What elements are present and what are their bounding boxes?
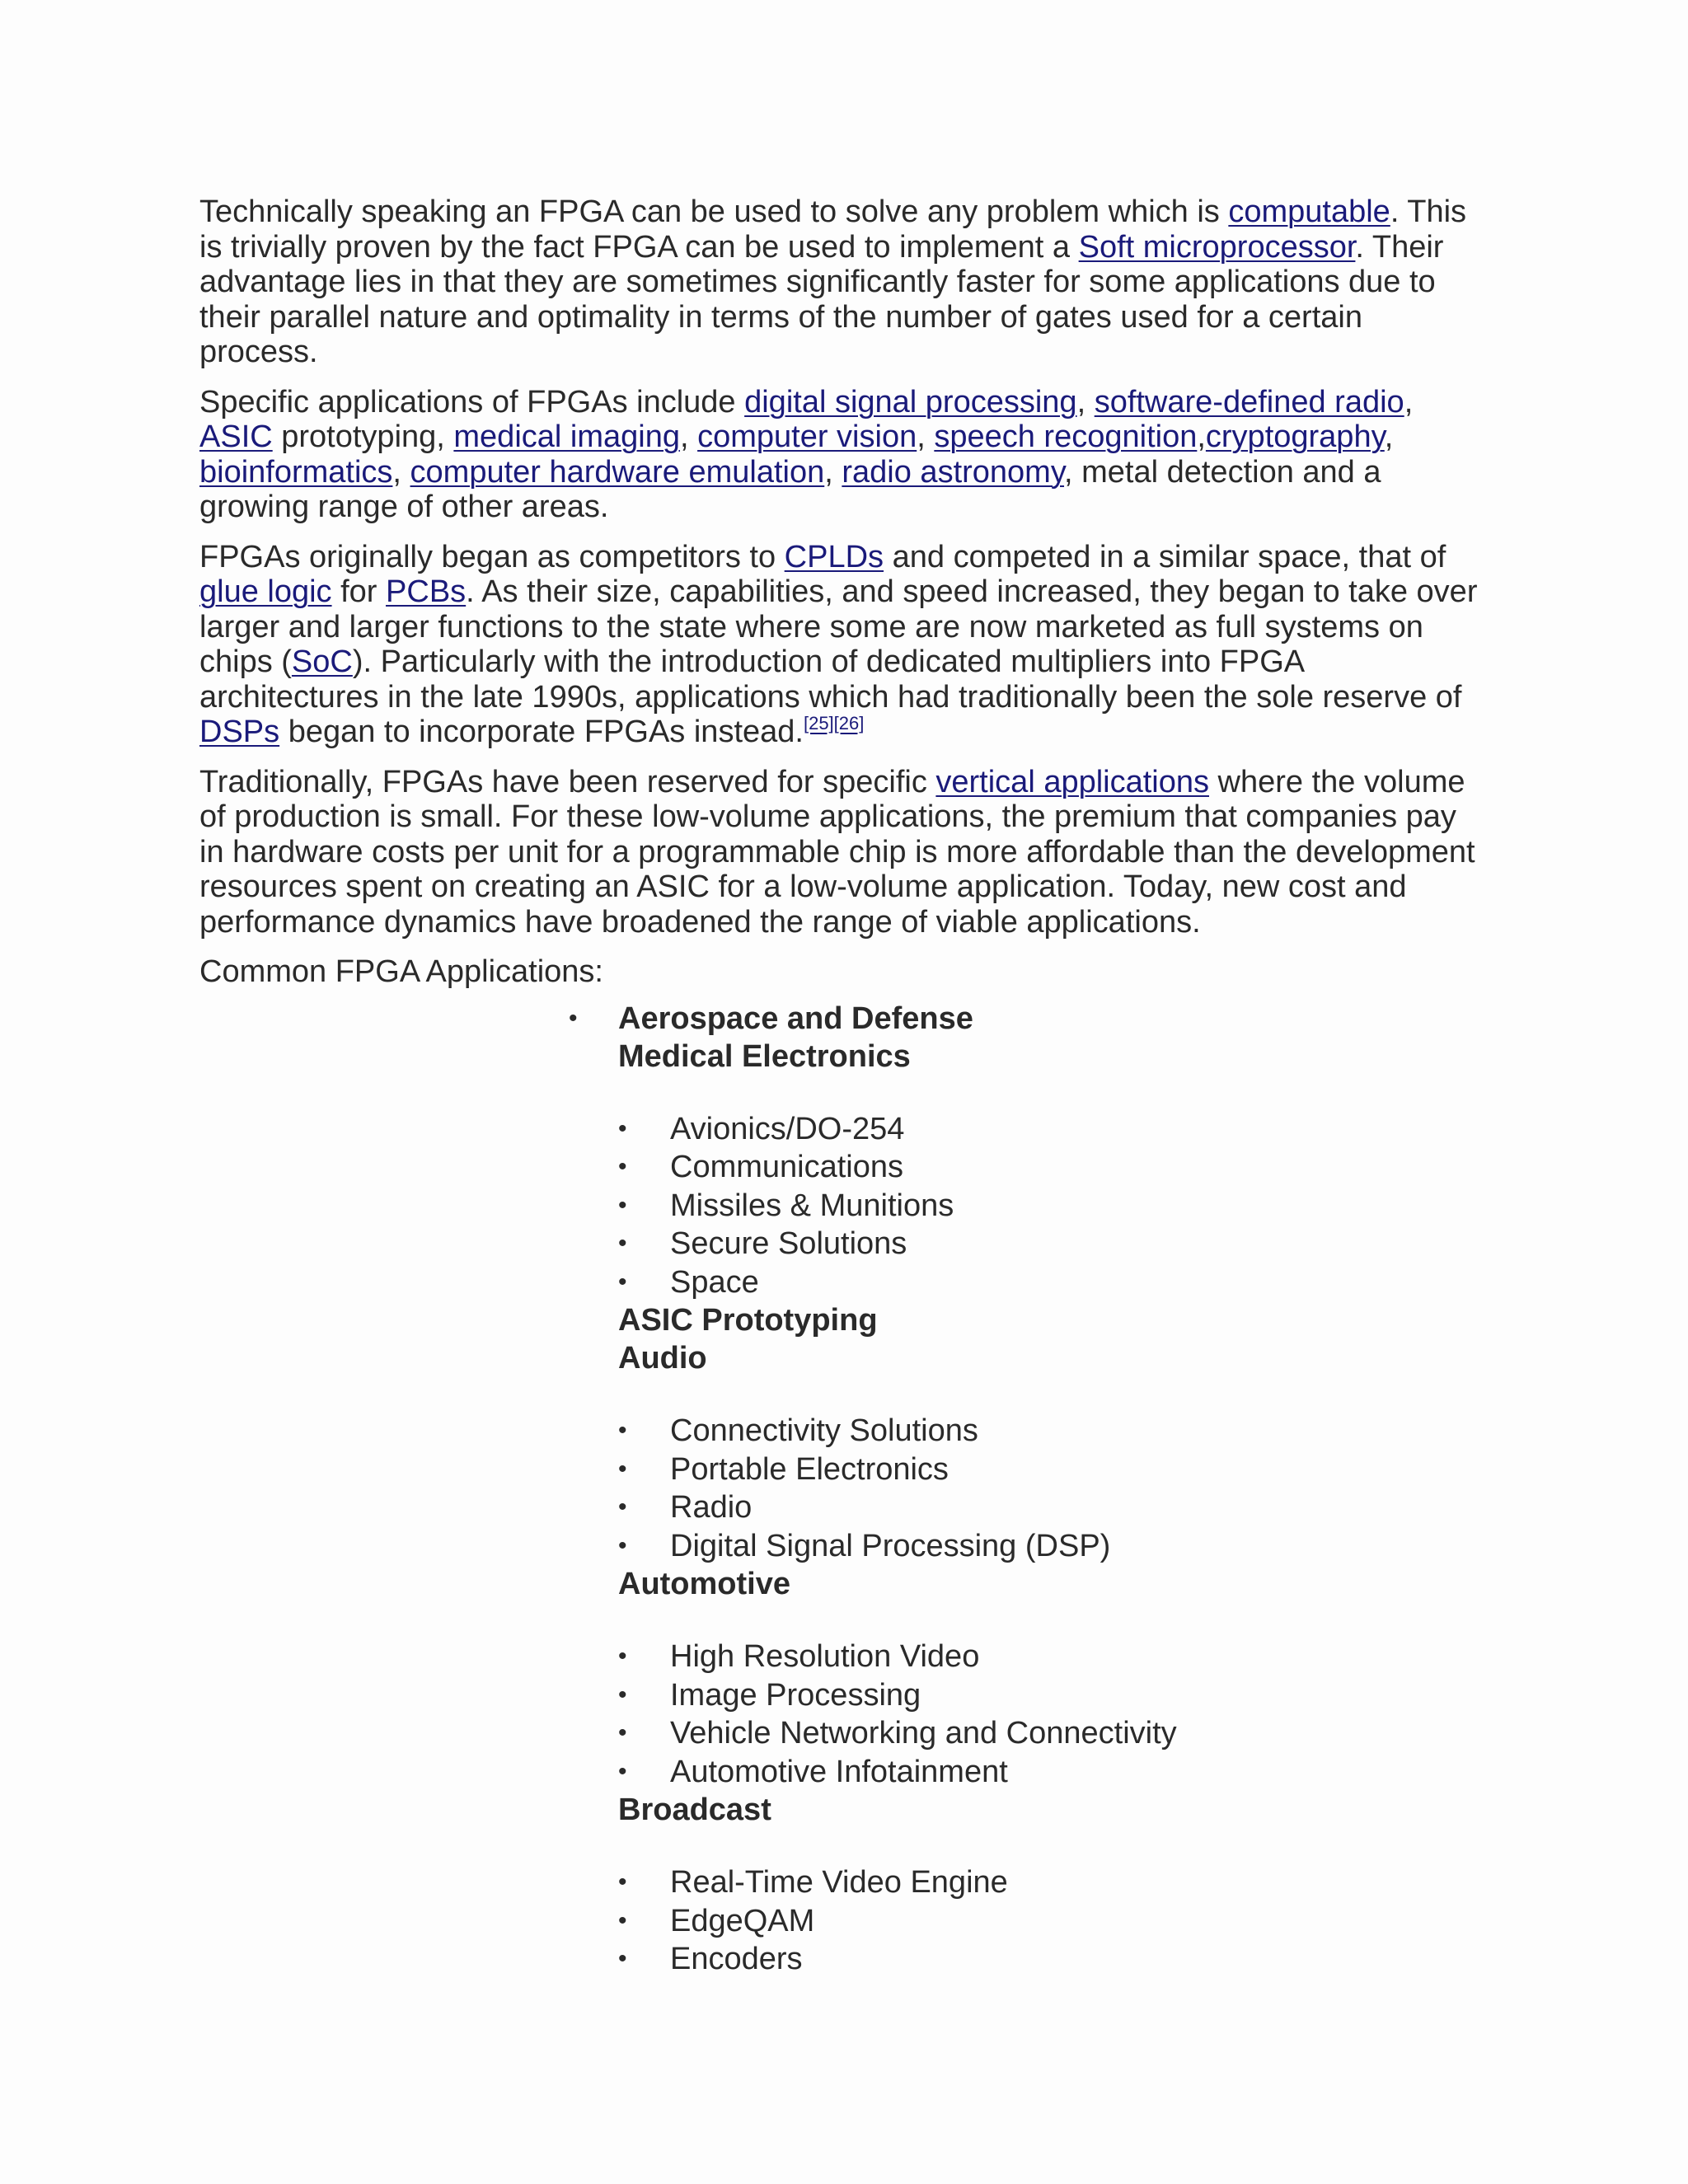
bullet-icon: • — [618, 1680, 627, 1708]
list-item-label: Avionics/DO-254 — [670, 1111, 905, 1146]
list-item-label: Image Processing — [670, 1677, 921, 1713]
text-span: . Their advantage lies in that they are sometimes significantly faster for some applications due to their parallel nature and optimality in terms of the number of gates used for a certain process. — [199, 229, 1444, 369]
list-item — [618, 1451, 1489, 1489]
list-item — [618, 1148, 1489, 1187]
text-span: , — [917, 419, 935, 454]
category-broadcast: Broadcast — [618, 1793, 771, 1827]
list-item-label: High Resolution Video — [670, 1639, 980, 1674]
list-item-label: Secure Solutions — [670, 1226, 907, 1261]
text-span: , — [1197, 419, 1206, 454]
text-span: , — [824, 454, 842, 490]
link-pcbs[interactable]: PCBs — [386, 574, 467, 609]
text-span: , — [1076, 384, 1095, 419]
document-page — [199, 194, 1489, 1979]
link-soft-microprocessor[interactable]: Soft microprocessor — [1078, 229, 1356, 265]
text-span: , — [392, 454, 410, 490]
bullet-icon: • — [618, 1757, 627, 1785]
text-span: FPGAs originally began as competitors to — [199, 539, 785, 574]
bullet-icon: • — [618, 1945, 627, 1972]
text-span: , — [679, 419, 698, 454]
list-item-label: Space — [670, 1264, 759, 1300]
link-radio-astronomy[interactable]: radio astronomy — [842, 454, 1065, 490]
list-item-label: Connectivity Solutions — [670, 1413, 978, 1448]
link-computer-hardware-emulation[interactable]: computer hardware emulation — [410, 454, 825, 490]
bullet-icon: • — [618, 1455, 627, 1483]
category-audio: Audio — [618, 1341, 707, 1376]
aerospace-sublist — [618, 1076, 1489, 1302]
link-vertical-applications[interactable]: vertical applications — [935, 764, 1209, 799]
list-item-label: Portable Electronics — [670, 1451, 949, 1487]
link-software-defined-radio[interactable]: software-defined radio — [1094, 384, 1404, 419]
list-item — [618, 1110, 1489, 1149]
link-dsps[interactable]: DSPs — [199, 715, 280, 749]
paragraph-cplds — [199, 540, 1489, 750]
category-automotive: Automotive — [618, 1567, 790, 1601]
audio-sublist — [618, 1377, 1489, 1565]
bullet-icon: • — [618, 1417, 627, 1444]
category-aerospace-defense: Aerospace and Defense — [618, 1001, 973, 1036]
list-item-label: Automotive Infotainment — [670, 1754, 1008, 1789]
bullet-icon: • — [618, 1230, 627, 1257]
link-medical-imaging[interactable]: medical imaging — [453, 419, 680, 454]
bullet-icon: • — [618, 1719, 627, 1746]
text-span: Traditionally, FPGAs have been reserved for specific — [199, 764, 936, 799]
list-item — [618, 1940, 1489, 1979]
category-asic-prototyping: ASIC Prototyping — [618, 1303, 878, 1338]
bullet-icon: • — [618, 1268, 627, 1296]
paragraph-vertical-applications — [199, 765, 1489, 940]
list-item-label: Digital Signal Processing (DSP) — [670, 1528, 1111, 1563]
text-span: for — [331, 574, 387, 609]
link-asic[interactable]: ASIC — [199, 419, 273, 454]
bullet-icon: • — [618, 1191, 627, 1219]
list-item — [618, 1676, 1489, 1715]
text-span: where the volume of production is small. For these low-volume applications, the premium that companies pay in hardware costs per unit for a programmable chip is more affordable than the development resources spent on creating an ASIC for a low-volume application. Today, new cost and performance dynamics have broadened the range of viable applications. — [199, 764, 1475, 940]
list-item — [618, 1488, 1489, 1527]
list-item-label: Missiles & Munitions — [670, 1188, 954, 1223]
text-span: , — [1384, 419, 1394, 454]
bullet-icon: • — [618, 1153, 627, 1180]
category-medical-electronics: Medical Electronics — [618, 1038, 911, 1074]
list-item — [618, 1638, 1489, 1676]
list-item — [618, 1412, 1489, 1451]
list-item — [618, 1187, 1489, 1226]
list-item-label: Vehicle Networking and Connectivity — [670, 1716, 1177, 1750]
link-soc[interactable]: SoC — [291, 644, 353, 679]
reference-link[interactable]: [25][26] — [803, 713, 865, 733]
link-computer-vision[interactable]: computer vision — [697, 419, 917, 454]
list-item — [618, 1902, 1489, 1941]
automotive-sublist — [618, 1603, 1489, 1791]
list-item — [618, 1527, 1489, 1566]
applications-list — [199, 1000, 1489, 1979]
text-span: prototyping, — [272, 419, 454, 454]
text-span: . This is trivially proven by the fact FPGA can be used to implement a — [199, 194, 1467, 265]
link-glue-logic[interactable]: glue logic — [199, 574, 332, 609]
link-digital-signal-processing[interactable]: digital signal processing — [744, 384, 1077, 419]
list-item — [618, 1263, 1489, 1302]
text-span: , metal detection and a growing range of other areas. — [199, 454, 1381, 524]
common-applications-heading: Common FPGA Applications: — [199, 954, 603, 989]
list-item — [569, 1000, 1489, 1979]
bullet-icon: • — [618, 1114, 627, 1142]
paragraph-computable — [199, 194, 1489, 370]
list-item-label: EdgeQAM — [670, 1903, 815, 1938]
bullet-icon: • — [618, 1493, 627, 1521]
text-span: began to incorporate FPGAs instead. — [279, 715, 804, 749]
list-item-label: Communications — [670, 1150, 903, 1184]
text-span: , — [1404, 384, 1414, 419]
link-cryptography[interactable]: cryptography — [1205, 419, 1385, 454]
bullet-icon: • — [618, 1906, 627, 1934]
text-span: ). Particularly with the introduction of dedicated multipliers into FPGA architectures in the late 1990s, applications which had traditionally been the sole reserve of — [199, 644, 1462, 715]
text-span: . As their size, capabilities, and speed increased, they began to take over larger and larger functions to the state where some are now marketed as full systems on chips ( — [199, 574, 1478, 679]
text-span: Technically speaking an FPGA can be used to solve any problem which is — [199, 194, 1229, 229]
list-item-label: Encoders — [670, 1942, 803, 1976]
broadcast-sublist — [618, 1829, 1489, 1979]
bullet-icon: • — [618, 1868, 627, 1896]
paragraph-specific-applications — [199, 385, 1489, 525]
list-item — [618, 1753, 1489, 1792]
link-speech-recognition[interactable]: speech recognition — [934, 419, 1198, 454]
link-bioinformatics[interactable]: bioinformatics — [199, 454, 393, 490]
list-item-label: Radio — [670, 1490, 753, 1525]
text-span: Specific applications of FPGAs include — [199, 384, 745, 419]
list-item — [618, 1863, 1489, 1902]
list-item — [618, 1714, 1489, 1753]
link-computable[interactable]: computable — [1228, 194, 1390, 229]
link-cplds[interactable]: CPLDs — [784, 539, 884, 574]
bullet-icon: • — [618, 1643, 627, 1670]
bullet-icon: • — [618, 1531, 627, 1559]
bullet-icon: • — [569, 1004, 578, 1032]
list-item — [618, 1225, 1489, 1263]
text-span: and competed in a similar space, that of — [884, 539, 1447, 574]
list-item-label: Real-Time Video Engine — [670, 1865, 1008, 1900]
